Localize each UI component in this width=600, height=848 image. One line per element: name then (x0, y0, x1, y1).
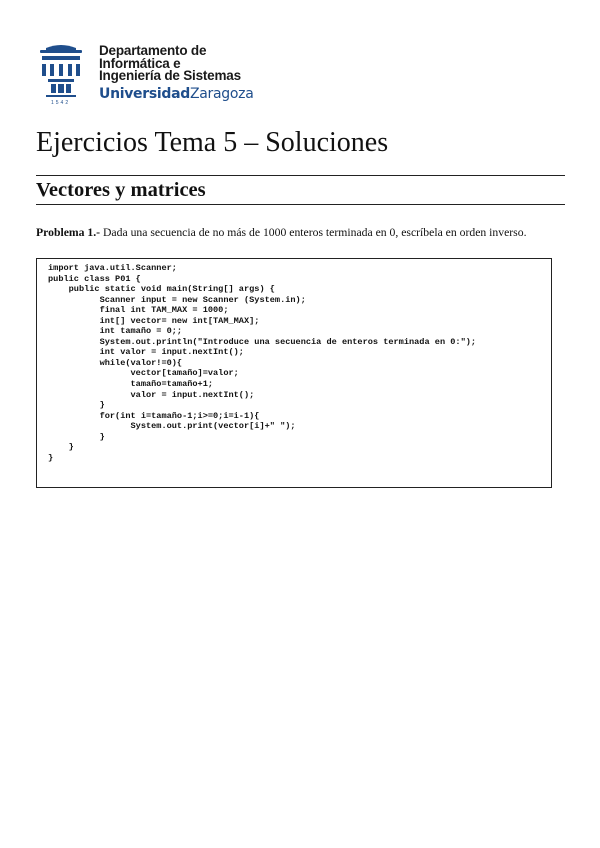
code-line: Scanner input = new Scanner (System.in); (48, 294, 306, 305)
university-crest-icon (38, 44, 84, 108)
code-block (36, 258, 552, 488)
code-line: } (48, 442, 74, 453)
code-line: public static void main(String[] args) { (48, 284, 275, 295)
code-line: tamaño=tamaño+1; (48, 379, 214, 390)
department-line-2: Informática e (99, 55, 181, 71)
section-rule-top (36, 175, 565, 176)
code-line: int valor = input.nextInt(); (48, 347, 244, 358)
code-line: import java.util.Scanner; (48, 263, 177, 273)
university-city: Zaragoza (189, 86, 254, 102)
code-line: valor = input.nextInt(); (48, 389, 255, 400)
code-line: System.out.println("Introduce una secuencia de enteros terminada en 0:"); (48, 336, 477, 347)
code-line: while(valor!=0){ (48, 357, 183, 368)
university-name (99, 86, 253, 102)
code-line: public class P01 { (48, 273, 141, 284)
code-line: final int TAM_MAX = 1000; (48, 305, 229, 316)
code-line: int tamaño = 0;; (48, 326, 183, 337)
code-listing (37, 259, 551, 463)
code-line: } (48, 400, 105, 411)
university-name-bold: Universidad (99, 86, 190, 102)
department-line-3: Ingeniería de Sistemas (99, 68, 241, 83)
code-line: } (48, 452, 54, 463)
department-line-1: Departamento de (99, 43, 207, 58)
founding-year: 1542 (51, 100, 71, 106)
code-line: System.out.print(vector[i]+" "); (48, 421, 296, 432)
department-name (99, 45, 241, 83)
code-line: for(int i=tamaño-1;i>=0;i=i-1){ (48, 410, 260, 421)
page-title: Ejercicios Tema 5 – Soluciones (36, 127, 389, 158)
section-rule-bottom (36, 204, 565, 205)
department-logo (38, 42, 268, 112)
code-line: } (48, 431, 105, 442)
problem-statement (36, 224, 553, 241)
problem-text: Dada una secuencia de no más de 1000 enteros terminada en 0, escríbela en orden inverso. (100, 226, 527, 239)
code-line: vector[tamaño]=valor; (48, 368, 239, 379)
problem-label: Problema 1.- (36, 226, 101, 239)
code-line: int[] vector= new int[TAM_MAX]; (48, 315, 260, 326)
section-title: Vectores y matrices (36, 179, 206, 201)
